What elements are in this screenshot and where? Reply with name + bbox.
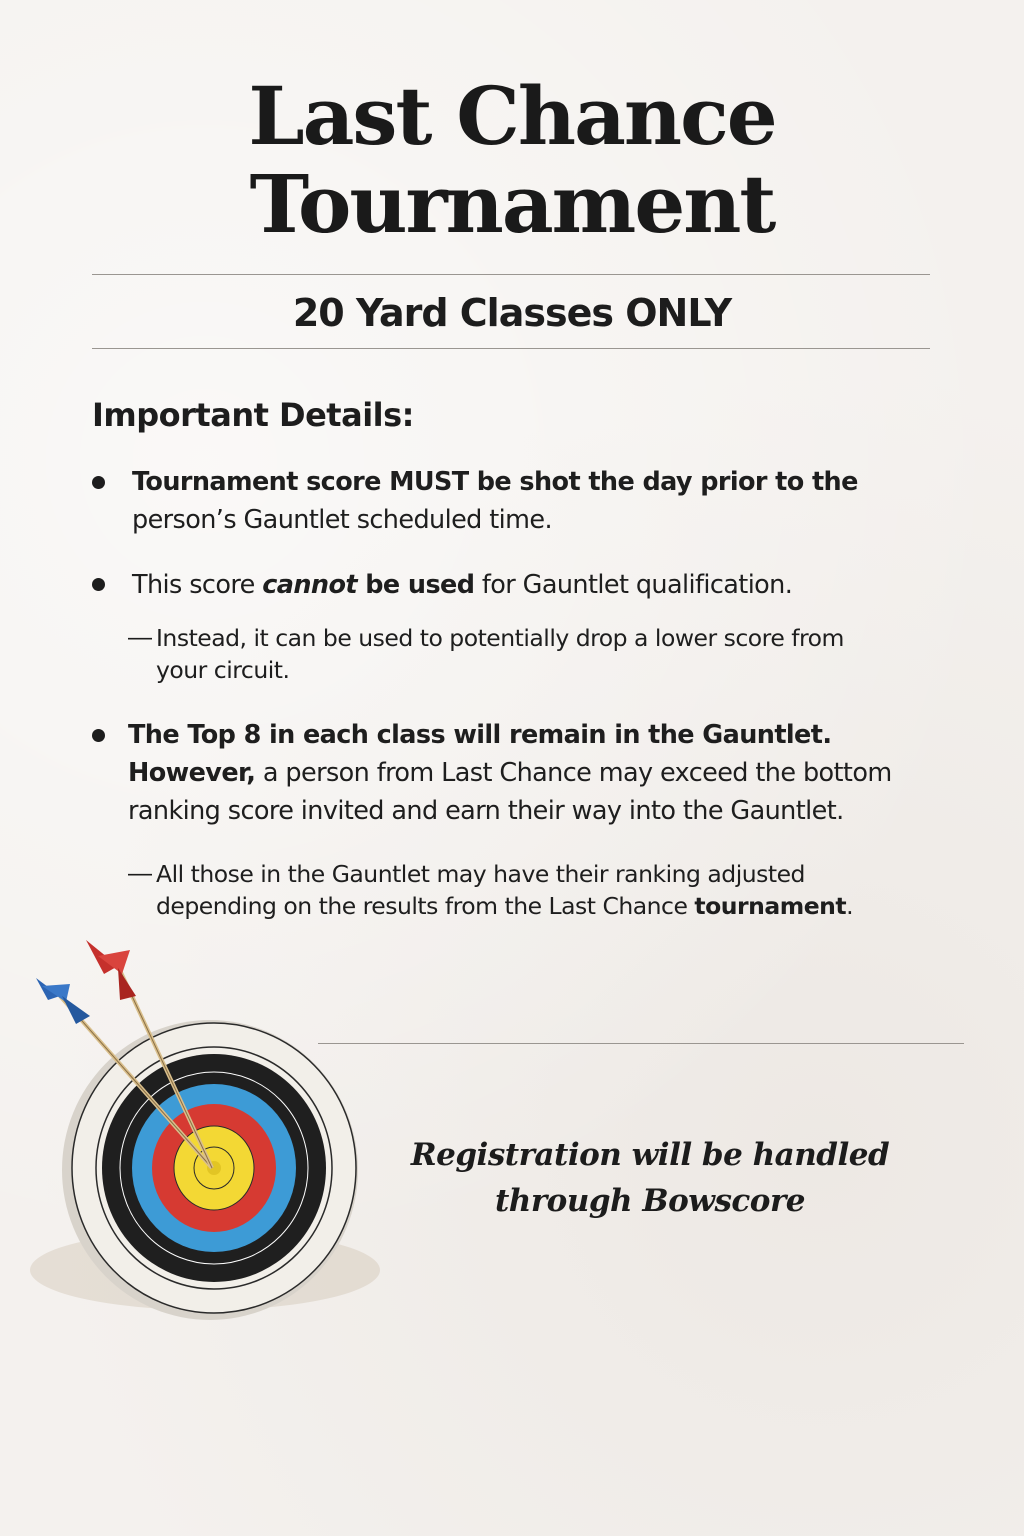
divider-top (92, 274, 930, 275)
detail-item-3 (128, 716, 968, 830)
poster-title (0, 69, 1024, 251)
subtitle: 20 Yard Classes ONLY (292, 291, 732, 335)
registration-line-2: through Bowscore (494, 1183, 806, 1219)
archery-target-icon (0, 930, 420, 1350)
detail-2-italic: cannot (262, 570, 357, 600)
sub-dash-2: — (128, 860, 152, 887)
bullet-dot-3 (92, 729, 105, 742)
detail-1-bold: Tournament score MUST be shot the day prior to the (132, 467, 858, 497)
detail-3-rest-1: a person from Last Chance may exceed the bottom (255, 758, 892, 788)
detail-item-1 (132, 463, 952, 539)
registration-line-1: Registration will be handled (410, 1137, 890, 1173)
bullet-dot-2 (92, 578, 105, 591)
detail-2-rest: for Gauntlet qualification. (474, 570, 793, 600)
title-line-1: Last Chance (248, 69, 776, 163)
detail-2-bold: be used (357, 570, 475, 600)
detail-3-rest-2: ranking score invited and earn their way into the Gauntlet. (128, 796, 844, 826)
detail-1-rest: person’s Gauntlet scheduled time. (132, 505, 552, 535)
detail-item-2 (132, 566, 952, 604)
title-line-2: Tournament (249, 157, 775, 251)
sub-2-line-1: All those in the Gauntlet may have their ranking adjusted (156, 860, 805, 888)
sub-item-2 (156, 858, 956, 922)
sub-2-line-2a: depending on the results from the Last Chance (156, 892, 695, 920)
sub-dash-1: — (128, 624, 152, 651)
sub-item-1 (156, 622, 956, 686)
sub-1-line-2: your circuit. (156, 656, 290, 684)
detail-3-bold2: However, (128, 758, 256, 788)
sub-1-line-1: Instead, it can be used to potentially drop a lower score from (156, 624, 844, 652)
detail-3-bold: The Top 8 in each class will remain in the Gauntlet. (128, 720, 832, 750)
bullet-dot-1 (92, 476, 105, 489)
detail-2-lead: This score (132, 570, 263, 600)
sub-2-line-2c: . (846, 892, 854, 920)
sub-2-line-2b: tournament (694, 892, 847, 920)
divider-mid (92, 348, 930, 349)
registration-note (380, 1132, 920, 1224)
details-heading: Important Details: (92, 396, 414, 434)
